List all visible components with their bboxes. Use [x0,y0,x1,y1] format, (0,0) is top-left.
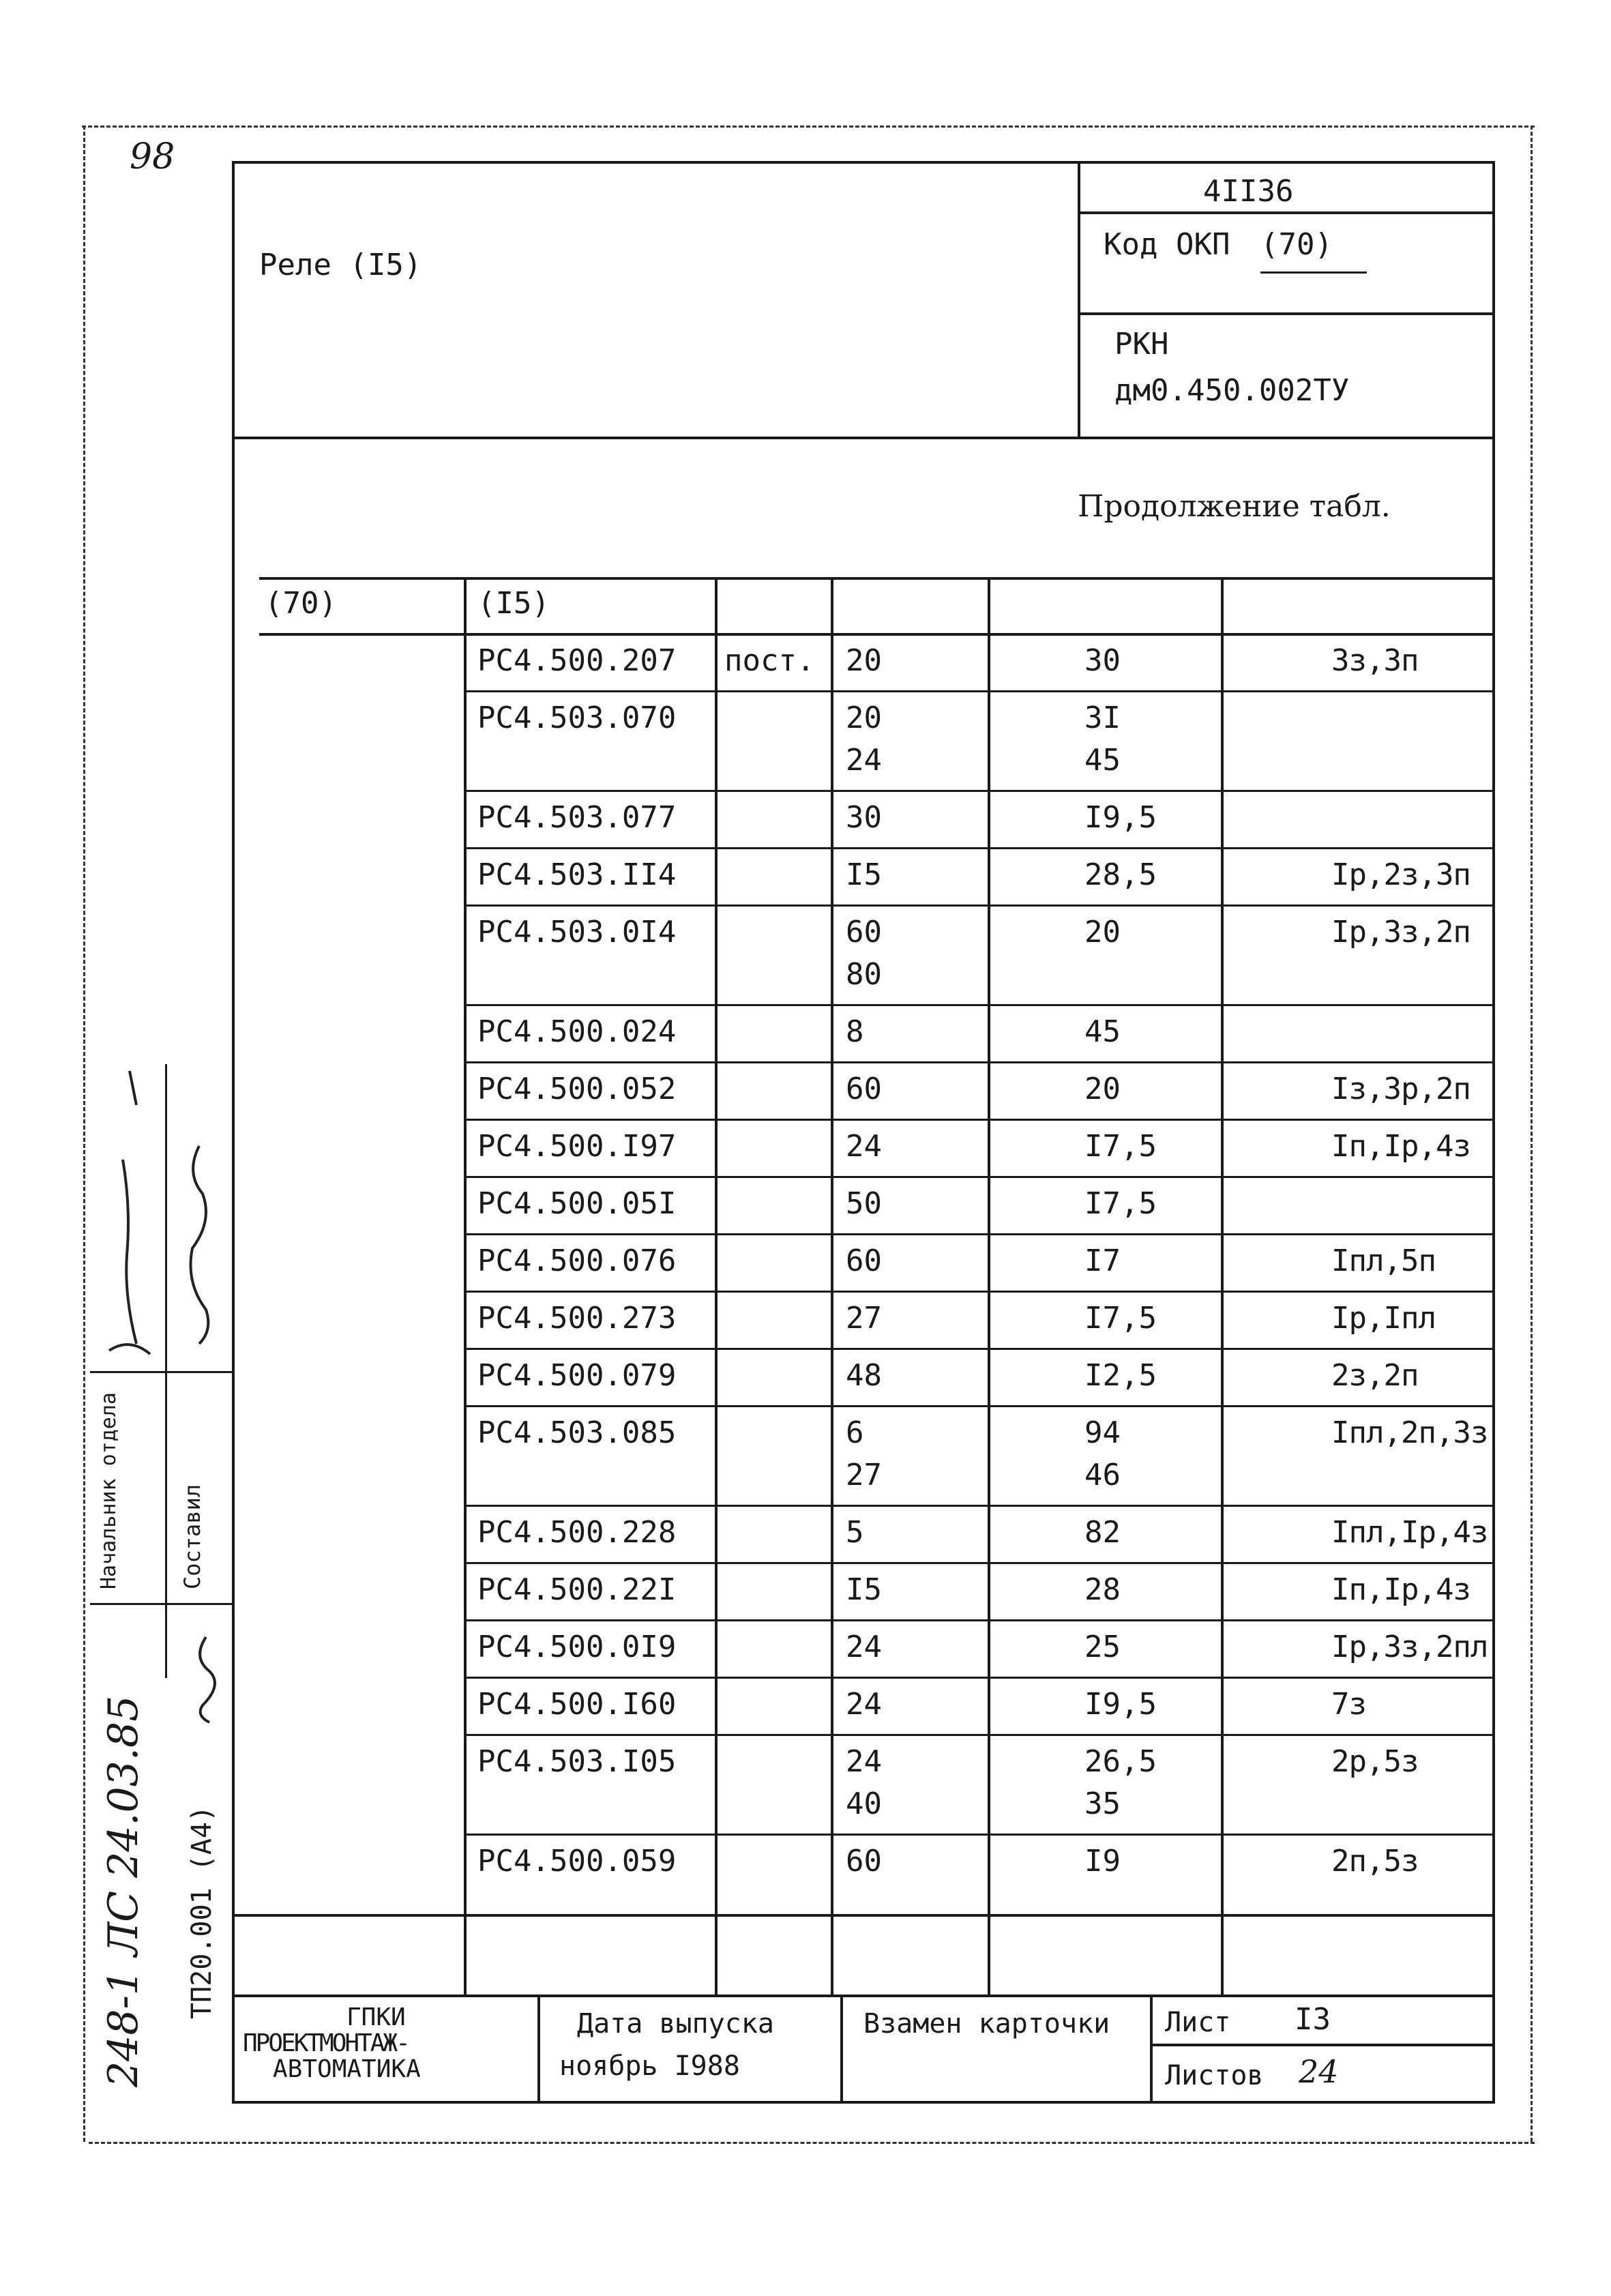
row-value-a: 20 [846,643,882,678]
frame-right [1492,161,1495,2104]
row-value-b: I7,5 [1084,1129,1157,1164]
row-value-a: 24 [846,1687,882,1722]
row-value-a: 60 [846,1243,882,1278]
stamp-doc-ref: ТП20.001 (А4) [186,1805,218,2019]
row-designation: РС4.500.0I9 [477,1630,677,1664]
row-value-b: I7 [1084,1243,1121,1278]
row-value-b: I9,5 [1084,800,1157,835]
item-title: Реле (I5) [259,248,422,282]
row-designation: РС4.500.024 [477,1014,677,1049]
sheet-value: I3 [1295,2002,1331,2037]
row-value-a: 24 [846,1744,882,1779]
table-header-top [259,577,1494,580]
row-separator [464,1004,1494,1006]
org-line-3: АВТОМАТИКА [273,2055,421,2083]
row-separator [464,1405,1494,1407]
signature-head [89,1050,164,1364]
frame-bottom [232,2101,1495,2104]
row-designation: РС4.503.0I4 [477,915,677,950]
row-designation: РС4.500.I60 [477,1687,677,1722]
row-contacts: Iз,3р,2п [1331,1072,1470,1106]
row-value-a: 30 [846,800,882,835]
stamp-line-2 [90,1603,232,1605]
replaces-label: Взамен карточки [863,2008,1110,2040]
row-contacts: 2р,5з [1331,1744,1419,1779]
row-contacts: Iпл,2п,3з [1331,1415,1488,1450]
row-type: пост. [724,643,815,678]
row-value-a: 8 [846,1014,864,1049]
outer-border-left [83,126,85,2142]
row-contacts: Iпл,Iр,4з [1331,1515,1488,1550]
sheets-label: Листов [1165,2060,1264,2091]
row-separator [464,1291,1494,1293]
row-value-a: 48 [846,1358,882,1393]
stamp-line-1 [90,1371,232,1373]
row-value-a: I5 [846,857,882,892]
row-designation: РС4.500.207 [477,643,677,678]
row-designation: РС4.500.05I [477,1186,677,1221]
footer-col-1 [537,1995,540,2104]
row-contacts: Iп,Iр,4з [1331,1572,1470,1607]
row-designation: РС4.500.228 [477,1515,677,1550]
row-value-b: I9 [1084,1844,1121,1879]
table-end-line [232,1914,1495,1917]
row-value-a: 27 [846,1458,882,1492]
row-separator [464,1061,1494,1063]
row-contacts: Iр,3з,2пл [1331,1630,1488,1664]
header-divider [1078,161,1080,437]
row-value-a: 24 [846,1630,882,1664]
row-value-b: 26,5 [1084,1744,1157,1779]
release-label: Дата выпуска [577,2008,774,2040]
row-contacts: Ip,2з,3п [1331,857,1470,892]
rkn-spec: дм0.450.002ТУ [1114,373,1350,408]
row-value-b: I7,5 [1084,1301,1157,1336]
footer-col-2 [840,1995,843,2104]
header-code-line [1078,211,1495,214]
row-value-a: 40 [846,1786,882,1821]
org-line-2: ПРОЕКТМОНТАЖ- [243,2029,409,2057]
okp-label: Код ОКП [1104,227,1230,262]
page-number: 98 [130,136,175,177]
row-value-a: 60 [846,1844,882,1879]
row-designation: РС4.503.II4 [477,857,677,892]
row-value-b: 45 [1084,743,1121,778]
col-header-1: (70) [265,586,337,621]
row-value-b: 94 [1084,1415,1121,1450]
sheets-value: 24 [1299,2053,1339,2090]
footer-sheet-line [1150,2044,1495,2046]
release-value: ноябрь I988 [559,2050,740,2082]
sheet-label: Лист [1165,2007,1231,2038]
row-value-a: 60 [846,1072,882,1106]
row-value-b: 30 [1084,643,1121,678]
row-value-b: I7,5 [1084,1186,1157,1221]
row-separator [464,1348,1494,1350]
row-separator [464,904,1494,907]
row-separator [464,790,1494,792]
row-value-b: I2,5 [1084,1358,1157,1393]
row-contacts: 2п,5з [1331,1844,1419,1879]
row-contacts: Iпл,5п [1331,1243,1436,1278]
row-separator [464,1176,1494,1178]
row-designation: РС4.500.273 [477,1301,677,1336]
row-contacts: 7з [1331,1687,1366,1722]
row-separator [464,1505,1494,1507]
row-designation: РС4.503.085 [477,1415,677,1450]
row-value-b: 46 [1084,1458,1121,1492]
col-header-2: (I5) [477,586,550,621]
row-separator [464,1677,1494,1679]
row-value-a: 20 [846,701,882,735]
outer-border-bottom [89,2142,1535,2144]
row-designation: РС4.500.059 [477,1844,677,1879]
row-contacts: Iр,Iпл [1331,1301,1436,1336]
header-okp-line [1078,312,1495,315]
row-designation: РС4.503.077 [477,800,677,835]
footer-top-line [232,1995,1495,1997]
rkn-label: РКН [1114,327,1169,362]
okp-underline [1260,271,1367,274]
signature-compiler [172,1132,226,1351]
row-value-a: 80 [846,957,882,992]
table-header-bottom [259,633,1494,636]
row-value-b: 28,5 [1084,857,1157,892]
row-value-a: 60 [846,915,882,950]
org-line-1: ГПКИ [346,2003,406,2031]
stamp-compiled-by: Составил [179,1484,205,1589]
continuation-label: Продолжение табл. [1078,489,1391,524]
row-designation: РС4.503.I05 [477,1744,677,1779]
row-separator [464,1562,1494,1564]
row-value-b: 82 [1084,1515,1121,1550]
row-value-a: I5 [846,1572,882,1607]
row-separator [464,1834,1494,1836]
row-value-b: 20 [1084,1072,1121,1106]
row-separator [464,1119,1494,1121]
outer-border-right [1531,126,1533,2142]
row-contacts: 3з,3п [1331,643,1419,678]
row-designation: РС4.500.076 [477,1243,677,1278]
frame-top [232,161,1495,164]
doc-code: 4II36 [1203,174,1294,209]
stamp-head-of-dept: Начальник отдела [97,1392,121,1589]
row-value-a: 50 [846,1186,882,1221]
stamp-handwritten-ref: 248-1 ЛС 24.03.85 [100,1695,147,2087]
row-value-a: 6 [846,1415,864,1450]
footer-col-3 [1150,1995,1153,2104]
row-contacts: Iр,3з,2п [1331,915,1470,950]
outer-border-top [82,126,1535,128]
row-value-b: 20 [1084,915,1121,950]
row-separator [464,690,1494,692]
row-designation: РС4.500.052 [477,1072,677,1106]
row-value-b: 3I [1084,701,1121,735]
frame-left [232,161,235,2104]
row-designation: РС4.503.070 [477,701,677,735]
row-value-b: 35 [1084,1786,1121,1821]
signature-small [186,1630,226,1726]
row-designation: РС4.500.I97 [477,1129,677,1164]
row-separator [464,1619,1494,1621]
row-separator [464,1233,1494,1235]
row-value-b: 28 [1084,1572,1121,1607]
row-designation: РС4.500.22I [477,1572,677,1607]
row-separator [464,1734,1494,1736]
row-value-a: 27 [846,1301,882,1336]
row-value-b: I9,5 [1084,1687,1157,1722]
row-value-a: 24 [846,743,882,778]
row-value-b: 45 [1084,1014,1121,1049]
row-value-b: 25 [1084,1630,1121,1664]
row-value-a: 24 [846,1129,882,1164]
row-separator [464,847,1494,849]
row-contacts: 2з,2п [1331,1358,1419,1393]
row-value-a: 5 [846,1515,864,1550]
header-bottom-line [232,437,1495,439]
okp-value: (70) [1260,227,1333,262]
row-designation: РС4.500.079 [477,1358,677,1393]
row-contacts: Iп,Iр,4з [1331,1129,1470,1164]
